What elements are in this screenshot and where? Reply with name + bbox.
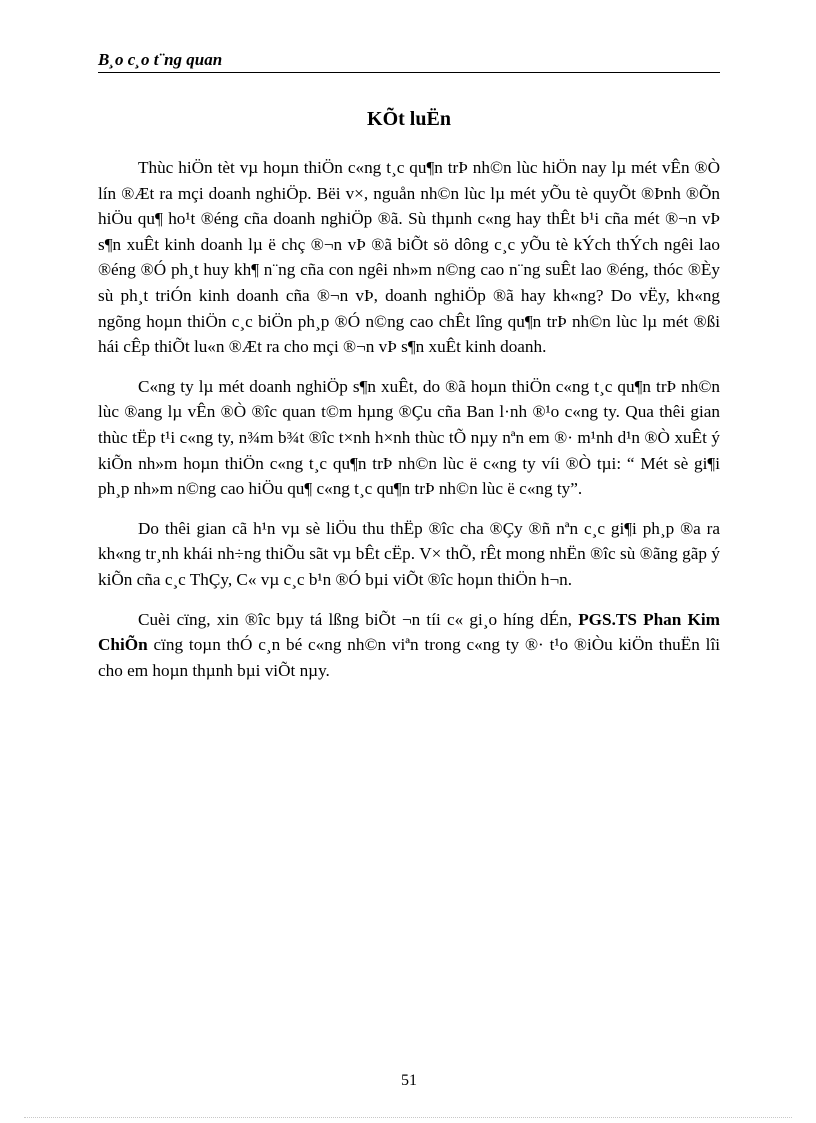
advisor-name: PGS.TS Phan Kim ChiÕn [98, 609, 720, 655]
document-body [98, 155, 720, 697]
page-bottom-edge [24, 1117, 792, 1118]
paragraph-4-text-before: Cuèi cïng, xin ®îc bµy tá lßng biÕt ¬n tíi c« gi¸o híng dÉn, [138, 609, 579, 629]
page-header [98, 50, 720, 73]
page-number: 51 [401, 1072, 417, 1089]
paragraph-2: C«ng ty lµ mét doanh nghiÖp s¶n xuÊt, do ®ã hoµn thiÖn c«ng t¸c qu¶n trÞ nh©n lùc ®ang lµ vÊn ®Ò ®îc quan t©m hµng ®Çu cña Ban l·nh ®¹o c«ng ty. Qua thêi gian thùc tËp t¹i c«ng ty, n¾m b¾t ®îc t×nh h×nh thùc tÕ nµy nªn em ®· m¹nh d¹n ®Ò xuÊt ý kiÕn nh»m hoµn thiÖn c«ng t¸c qu¶n trÞ nh©n lùc ë c«ng ty víi ®Ò tµi: “ Mét sè gi¶i ph¸p nh»m n©ng cao hiÖu qu¶ c«ng t¸c qu¶n trÞ nh©n lùc ë c«ng ty”. [98, 376, 720, 499]
page-title: KÕt luËn [367, 108, 451, 130]
paragraph-4 [98, 607, 720, 684]
paragraph-1: Thùc hiÖn tèt vµ hoµn thiÖn c«ng t¸c qu¶n trÞ nh©n lùc hiÖn nay lµ mét vÊn ®Ò lín ®Æt ra mçi doanh nghiÖp. Bëi v×, nguån nh©n lùc lµ mét yÕu tè quyÕt ®Þnh ®Õn hiÖu qu¶ ho¹t ®éng cña doanh nghiÖp ®ã. Sù thµnh c«ng hay thÊt b¹i cña mét ®¬n vÞ s¶n xuÊt kinh doanh lµ ë chç ®¬n vÞ ®ã biÕt sö dông c¸c yÕu tè kÝch thÝch ngêi lao ®éng ®Ó ph¸t huy kh¶ n¨ng cña con ngêi nh»m n©ng cao n¨ng suÊt lao ®éng, thóc ®Èy sù ph¸t triÓn kinh doanh cña ®¬n vÞ, doanh nghiÖp ®ã hay kh«ng? Do vËy, kh«ng ngõng hoµn thiÖn c¸c biÖn ph¸p ®Ó n©ng cao chÊt lîng qu¶n trÞ nh©n lùc lµ mét ®ßi hái cÊp thiÕt lu«n ®Æt ra cho mçi ®¬n vÞ s¶n xuÊt kinh doanh. [98, 158, 720, 357]
paragraph-4-text-after: cïng toµn thÓ c¸n bé c«ng nh©n viªn trong c«ng ty ®· t¹o ®iÒu kiÖn thuËn lîi cho em hoµn thµnh bµi viÕt nµy. [98, 635, 720, 680]
paragraph-3: Do thêi gian cã h¹n vµ sè liÖu thu thËp ®îc cha ®Çy ®ñ nªn c¸c gi¶i ph¸p ®a ra kh«ng tr¸nh khái nh÷ng thiÕu sãt vµ bÊt cËp. V× thÕ, rÊt mong nhËn ®îc sù ®ãng gãp ý kiÕn cña c¸c ThÇy, C« vµ c¸c b¹n ®Ó bµi viÕt ®îc hoµn thiÖn h¬n. [98, 518, 720, 589]
header-title: B¸o c¸o t¨ng quan [98, 50, 223, 69]
